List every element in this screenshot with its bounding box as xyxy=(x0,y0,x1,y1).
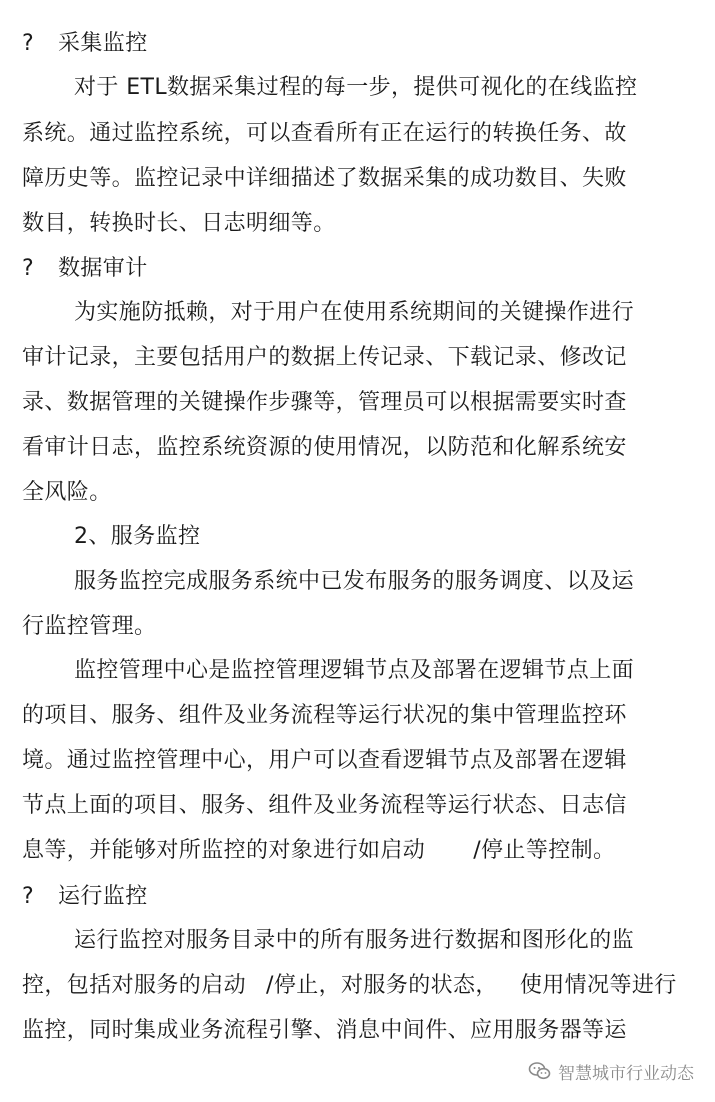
paragraph-line: 为实施防抵赖，对于用户在使用系统期间的关键操作进行 xyxy=(74,300,635,325)
section-heading-collection-monitoring xyxy=(22,28,148,60)
section-heading-data-audit xyxy=(22,253,148,285)
paragraph-line xyxy=(22,970,677,1002)
paragraph-line: 数目，转换时长、日志明细等。 xyxy=(22,211,336,236)
watermark xyxy=(528,1055,694,1087)
paragraph-line: 的项目、服务、组件及业务流程等运行状况的集中管理监控环 xyxy=(22,703,627,728)
line-segment: 使用情况等进行 xyxy=(519,973,677,998)
paragraph-line: 看审计日志，监控系统资源的使用情况，以防范和化解系统安 xyxy=(22,435,627,460)
bullet-mark: ? xyxy=(22,884,35,909)
paragraph-line: 障历史等。监控记录中详细描述了数据采集的成功数目、失败 xyxy=(22,166,627,191)
section-title: 数据审计 xyxy=(58,256,148,281)
line-segment: /停止等控制。 xyxy=(473,838,616,863)
section-title: 采集监控 xyxy=(58,31,148,56)
paragraph-line: 系统。通过监控系统，可以查看所有正在运行的转换任务、故 xyxy=(22,121,627,146)
bullet-mark: ? xyxy=(22,256,35,281)
paragraph-line: 境。通过监控管理中心，用户可以查看逻辑节点及部署在逻辑 xyxy=(22,748,627,773)
paragraph-line: 录、数据管理的关键操作步骤等，管理员可以根据需要实时查 xyxy=(22,390,627,415)
section-heading-runtime-monitoring xyxy=(22,881,148,913)
paragraph-line: 运行监控对服务目录中的所有服务进行数据和图形化的监 xyxy=(74,928,635,953)
watermark-text: 智慧城市行业动态 xyxy=(558,1063,694,1084)
paragraph-line: 服务监控完成服务系统中已发布服务的服务调度、以及运 xyxy=(74,569,635,594)
line-segment: /停止，对服务的状态， xyxy=(266,973,498,998)
paragraph-line: 行监控管理。 xyxy=(22,614,157,639)
section-title: 运行监控 xyxy=(58,884,148,909)
section-heading-service-monitoring: 2、服务监控 xyxy=(74,524,201,549)
paragraph-line xyxy=(22,835,615,867)
paragraph-line: 监控管理中心是监控管理逻辑节点及部署在逻辑节点上面 xyxy=(74,658,635,683)
wechat-icon xyxy=(528,1059,552,1083)
paragraph-line: 全风险。 xyxy=(22,480,112,505)
paragraph-line: 审计记录，主要包括用户的数据上传记录、下载记录、修改记 xyxy=(22,345,627,370)
line-segment: 控，包括对服务的启动 xyxy=(22,973,247,998)
bullet-mark: ? xyxy=(22,31,35,56)
line-segment: 息等，并能够对所监控的对象进行如启动 xyxy=(22,838,426,863)
paragraph-line: 监控，同时集成业务流程引擎、消息中间件、应用服务器等运 xyxy=(22,1018,627,1043)
paragraph-line: 对于 ETL数据采集过程的每一步，提供可视化的在线监控 xyxy=(74,75,638,100)
paragraph-line: 节点上面的项目、服务、组件及业务流程等运行状态、日志信 xyxy=(22,793,627,818)
